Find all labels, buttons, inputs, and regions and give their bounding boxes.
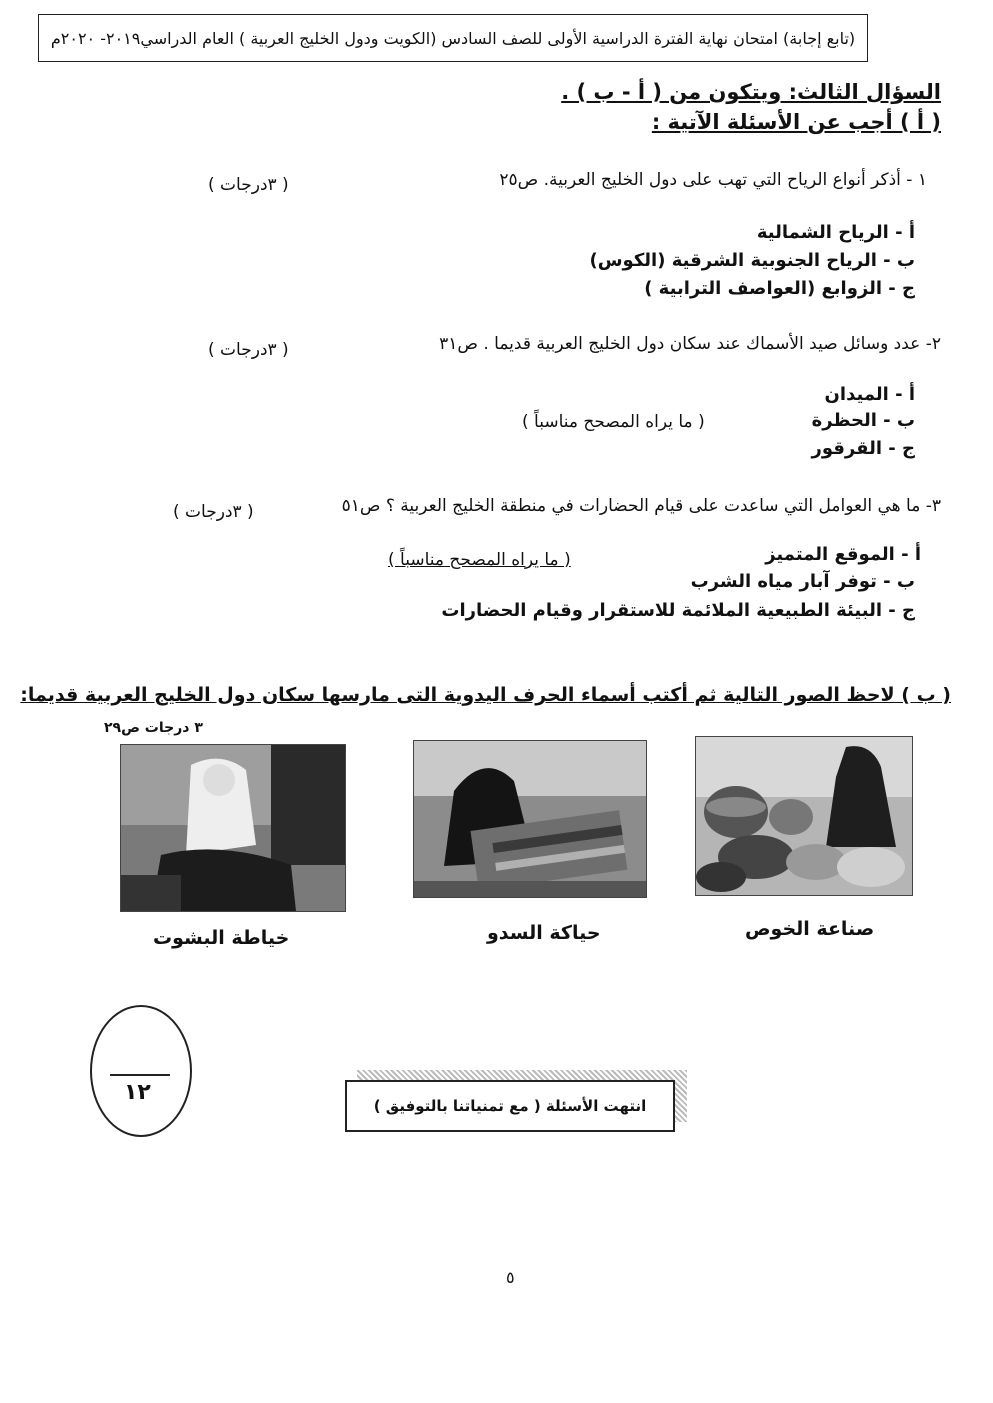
q2-note: ( ما يراه المصحح مناسباً ) xyxy=(522,412,705,432)
q3-grade: ( ٣درجات ) xyxy=(173,502,254,522)
question-title: السؤال الثالث: ويتكون من ( أ - ب ) . xyxy=(561,80,941,104)
q2-answer-a: أ - الميدان xyxy=(824,384,915,405)
part-a-title: ( أ ) أجب عن الأسئلة الآتية : xyxy=(651,110,941,134)
caption-bisht-tailoring: خياطة البشوت xyxy=(153,927,290,949)
exam-header-text: (تابع إجابة) امتحان نهاية الفترة الدراسية الأولى للصف السادس (الكويت ودول الخليج العربية ) العام الدراسي٢٠١٩- ٢٠٢٠م xyxy=(50,28,856,48)
score-circle xyxy=(90,1005,192,1137)
q3-answer-c: ج - البيئة الطبيعية الملائمة للاستقرار وقيام الحضارات xyxy=(441,600,915,621)
q2-grade: ( ٣درجات ) xyxy=(208,340,289,360)
q1-answer-a: أ - الرياح الشمالية xyxy=(756,222,915,243)
part-b-grade: ٣ درجات ص٢٩ xyxy=(104,720,203,736)
q3-answer-a: أ - الموقع المتميز xyxy=(765,544,921,565)
page-number: ٥ xyxy=(506,1268,515,1287)
score-divider xyxy=(110,1074,170,1076)
q1-text: ١ - أذكر أنواع الرياح التي تهب على دول الخليج العربية. ص٢٥ xyxy=(499,170,927,190)
end-note-text: انتهت الأسئلة ( مع تمنياتنا بالتوفيق ) xyxy=(373,1097,647,1115)
q3-note: ( ما يراه المصحح مناسباً ) xyxy=(388,550,571,570)
photo-bisht-tailoring xyxy=(120,744,346,912)
q3-text: ٣- ما هي العوامل التي ساعدت على قيام الحضارات في منطقة الخليج العربية ؟ ص٥١ xyxy=(341,496,941,516)
q2-text: ٢- عدد وسائل صيد الأسماك عند سكان دول الخليج العربية قديما . ص٣١ xyxy=(439,334,941,354)
end-note-box xyxy=(345,1080,675,1132)
q1-answer-b: ب - الرياح الجنوبية الشرقية (الكوس) xyxy=(589,250,915,271)
q2-answer-b: ب - الحظرة xyxy=(811,410,915,431)
part-b-title: ( ب ) لاحظ الصور التالية ثم أكتب أسماء الحرف اليدوية التى مارسها سكان دول الخليج العربية قديما: xyxy=(20,684,951,706)
photo-sadu-weaving xyxy=(413,740,647,898)
q1-grade: ( ٣درجات ) xyxy=(208,175,289,195)
caption-sadu-weaving: حياكة السدو xyxy=(487,922,601,944)
exam-header xyxy=(38,14,868,62)
q1-answer-c: ج - الزوابع (العواصف الترابية ) xyxy=(644,278,915,299)
photo-palm-weaving xyxy=(695,736,913,896)
caption-palm-weaving: صناعة الخوص xyxy=(745,918,875,940)
q2-answer-c: ج - القرقور xyxy=(811,438,915,459)
q3-answer-b: ب - توفر آبار مياه الشرب xyxy=(690,571,915,592)
score-value: ١٢ xyxy=(124,1080,151,1105)
